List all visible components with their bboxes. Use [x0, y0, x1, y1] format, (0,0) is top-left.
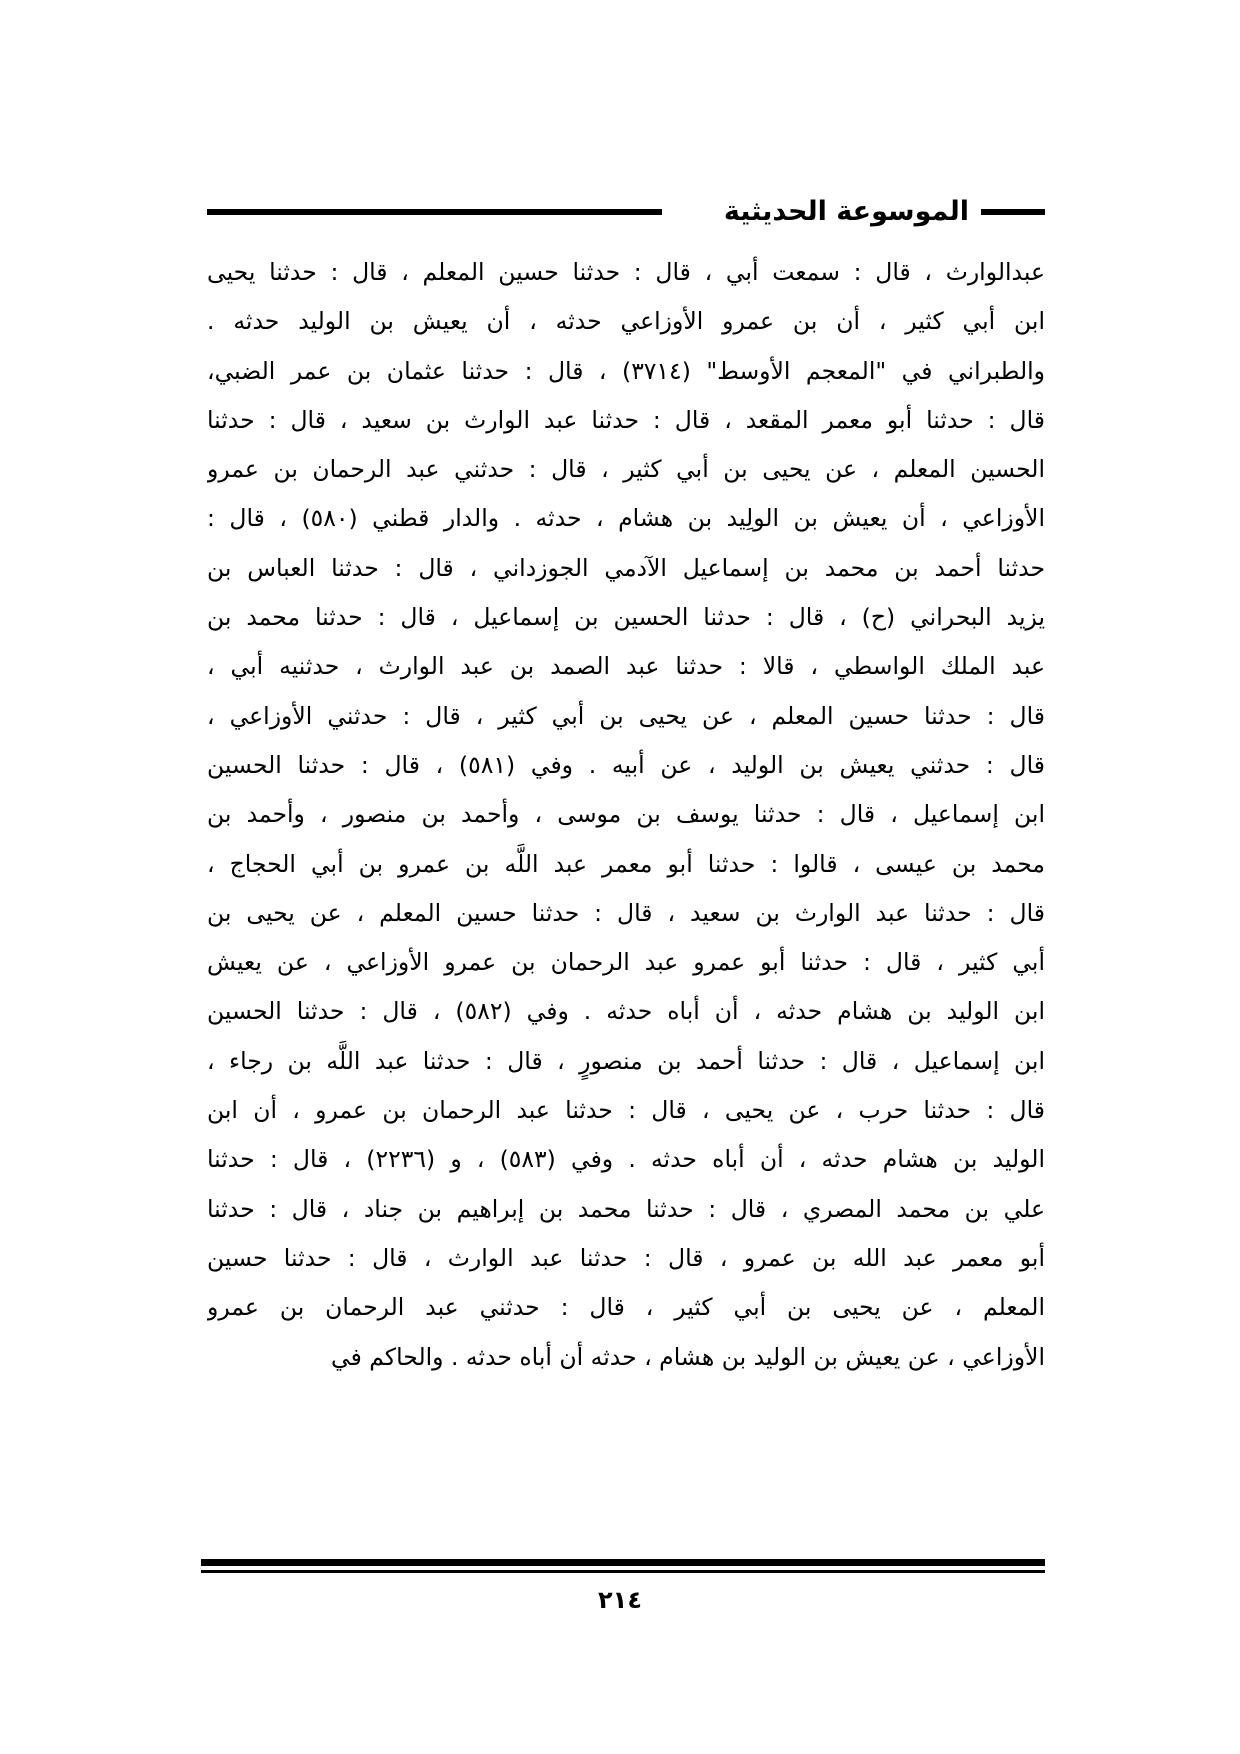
text-line: ابن الوليد بن هشام حدثه ، أن أباه حدثه . وفي (٥٨٢) ، قال : حدثنا الحسين — [207, 997, 1045, 1026]
text-line: محمد بن عيسى ، قالوا : حدثنا أبو معمر عبد اللَّه بن عمرو بن أبي الحجاج ، — [207, 849, 1045, 878]
text-line: الحسين المعلم ، عن يحيى بن أبي كثير ، قال : حدثني عبد الرحمان بن عمرو — [207, 455, 1045, 484]
text-line: الأوزاعي ، أن يعيش بن الولِيد بن هشام ، حدثه . والدار قطني (٥٨٠) ، قال : — [207, 504, 1045, 533]
body-text — [207, 248, 1045, 1382]
text-line: حدثنا أحمد بن محمد بن إسماعيل الآدمي الجوزداني ، قال : حدثنا العباس بن — [207, 553, 1045, 582]
text-line: قال : حدثنا عبد الوارث بن سعيد ، قال : حدثنا حسين المعلم ، عن يحيى بن — [207, 898, 1045, 927]
text-line: المعلم ، عن يحيى بن أبي كثير ، قال : حدثني عبد الرحمان بن عمرو — [207, 1293, 1045, 1322]
running-header — [207, 192, 1045, 232]
text-line: قال : حدثنا حرب ، عن يحيى ، قال : حدثنا عبد الرحمان بن عمرو ، أن ابن — [207, 1096, 1045, 1125]
text-line: ابن أبي كثير ، أن بن عمرو الأوزاعي حدثه ، أن يعيش بن الوليد حدثه . — [207, 307, 1045, 336]
text-line: عبدالوارث ، قال : سمعت أبي ، قال : حدثنا حسين المعلم ، قال : حدثنا يحيى — [207, 258, 1045, 286]
text-line: قال : حدثني يعيش بن الوليد ، عن أبيه . وفي (٥٨١) ، قال : حدثنا الحسين — [207, 750, 1045, 779]
header-rule-long — [207, 209, 662, 215]
text-line: الوليد بن هشام حدثه ، أن أباه حدثه . وفي (٥٨٣) ، و (٢٢٣٦) ، قال : حدثنا — [207, 1145, 1045, 1174]
text-line: قال : حدثنا أبو معمر المقعد ، قال : حدثنا عبد الوارث بن سعيد ، قال : حدثنا — [207, 405, 1045, 434]
text-line: أبو معمر عبد الله بن عمرو ، قال : حدثنا عبد الوارث ، قال : حدثنا حسين — [207, 1243, 1045, 1272]
page-number: ٢١٤ — [598, 1586, 642, 1614]
text-line: ابن إسماعيل ، قال : حدثنا أحمد بن منصورٍ ، قال : حدثنا عبد اللَّه بن رجاء ، — [207, 1046, 1045, 1075]
text-line: ابن إسماعيل ، قال : حدثنا يوسف بن موسى ، وأحمد بن منصور ، وأحمد بن — [207, 800, 1045, 829]
text-line: والطبراني في "المعجم الأوسط" (٣٧١٤) ، قال : حدثنا عثمان بن عمر الضبي، — [207, 356, 1045, 385]
text-line: أبي كثير ، قال : حدثنا أبو عمرو عبد الرحمان بن عمرو الأوزاعي ، عن يعيش — [207, 948, 1045, 977]
header-rule-short — [981, 209, 1045, 215]
text-line: عبد الملك الواسطي ، قالا : حدثنا عبد الصمد بن عبد الوارث ، حدثنيه أبي ، — [207, 652, 1045, 681]
footer-rule-thin — [201, 1570, 1045, 1573]
header-title: الموسوعة الحديثية — [723, 196, 969, 227]
text-line: يزيد البحراني (ح) ، قال : حدثنا الحسين بن إسماعيل ، قال : حدثنا محمد بن — [207, 603, 1045, 632]
text-line: قال : حدثنا حسين المعلم ، عن يحيى بن أبي كثير ، قال : حدثني الأوزاعي ، — [207, 701, 1045, 730]
text-line: علي بن محمد المصري ، قال : حدثنا محمد بن إبراهيم بن جناد ، قال : حدثنا — [207, 1194, 1045, 1223]
footer-rule-thick — [201, 1559, 1045, 1566]
text-line: الأوزاعي ، عن يعيش بن الوليد بن هشام ، حدثه أن أباه حدثه . والحاكم في — [331, 1342, 1045, 1371]
